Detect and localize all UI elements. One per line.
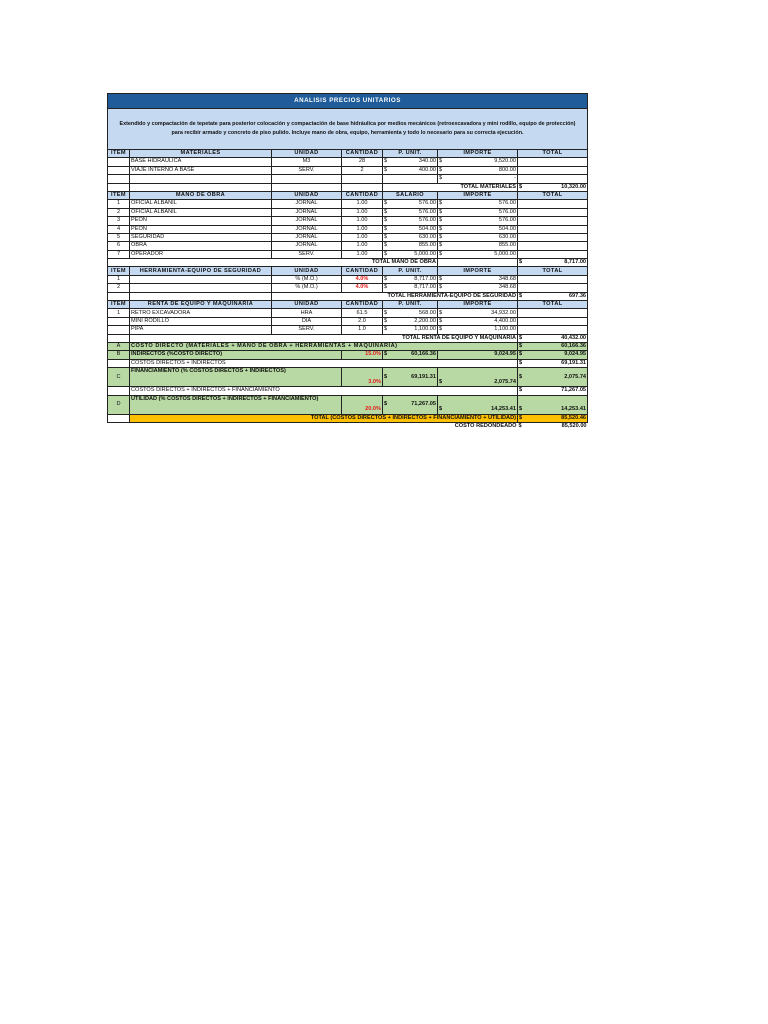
material-unit: SERV. bbox=[272, 166, 342, 174]
rental-amount-cell bbox=[438, 317, 518, 325]
currency-sign: $ bbox=[519, 183, 523, 190]
price-analysis-sheet bbox=[107, 93, 587, 430]
currency-sign: $ bbox=[439, 275, 443, 282]
labor-price: 576.00 bbox=[418, 217, 436, 224]
rental-price-cell bbox=[383, 326, 438, 334]
rental-unit: HRA bbox=[272, 309, 342, 317]
labor-price: 504.00 bbox=[418, 225, 436, 232]
labor-amount: 576.00 bbox=[498, 200, 516, 207]
labor-amount-cell bbox=[438, 208, 518, 216]
labor-qty: 1.00 bbox=[342, 250, 383, 258]
rental-amount: 1,100.00 bbox=[494, 326, 516, 333]
labor-amount: 5,000.00 bbox=[494, 250, 516, 257]
labor-qty: 1.00 bbox=[342, 208, 383, 216]
labor-unit: SERV. bbox=[272, 250, 342, 258]
currency-sign: $ bbox=[384, 166, 388, 173]
currency-sign: $ bbox=[439, 158, 443, 165]
material-unit: M3 bbox=[272, 158, 342, 166]
currency-sign: $ bbox=[519, 414, 523, 421]
table-row bbox=[108, 242, 588, 250]
rental-desc: RETRO EXCAVADORA bbox=[130, 309, 272, 317]
labor-desc: OFICIAL ALBAÑIL bbox=[130, 200, 272, 208]
materials-total-cell bbox=[518, 183, 588, 191]
currency-sign: $ bbox=[519, 259, 523, 266]
currency-sign: $ bbox=[439, 234, 443, 240]
tool-desc bbox=[130, 284, 272, 292]
labor-amount-cell bbox=[438, 200, 518, 208]
labor-item: 6 bbox=[108, 242, 130, 250]
labor-amount: 630.00 bbox=[498, 234, 516, 240]
indirect-label: INDIRECTOS (%COSTO DIRECTO) bbox=[130, 351, 342, 359]
col-unit-header: UNIDAD bbox=[272, 150, 342, 158]
currency-sign: $ bbox=[384, 217, 388, 224]
material-desc: BASE HIDRAULICA bbox=[130, 158, 272, 166]
indirect-amount: 9,024.95 bbox=[438, 351, 518, 359]
table-row bbox=[108, 317, 588, 325]
grand-total-cell bbox=[518, 414, 588, 422]
labor-price-cell bbox=[383, 225, 438, 233]
labor-price-cell bbox=[383, 250, 438, 258]
materials-total: 10,320.00 bbox=[561, 183, 587, 190]
table-row bbox=[108, 200, 588, 208]
labor-qty: 1.00 bbox=[342, 217, 383, 225]
labor-item: 5 bbox=[108, 233, 130, 241]
financing-percent: 3.0% bbox=[342, 368, 383, 387]
labor-item: 2 bbox=[108, 208, 130, 216]
currency-sign: $ bbox=[439, 175, 443, 182]
rounded-total-row bbox=[108, 422, 588, 430]
tool-price: 8,717.00 bbox=[414, 284, 436, 291]
labor-total-row bbox=[108, 259, 588, 267]
direct-cost-total: 60,166.36 bbox=[561, 343, 587, 350]
sheet-title: ANALISIS PRECIOS UNITARIOS bbox=[108, 94, 588, 109]
currency-sign: $ bbox=[439, 317, 443, 324]
currency-sign: $ bbox=[439, 225, 443, 232]
labor-qty: 1.00 bbox=[342, 242, 383, 250]
labor-price-cell bbox=[383, 242, 438, 250]
currency-sign: $ bbox=[519, 387, 523, 394]
tool-price-cell bbox=[383, 275, 438, 283]
currency-sign: $ bbox=[384, 373, 388, 380]
direct-indirect-financing-total: 71,267.05 bbox=[561, 387, 587, 394]
currency-sign: $ bbox=[384, 284, 388, 291]
labor-amount-cell bbox=[438, 225, 518, 233]
col-amount-header: IMPORTE bbox=[438, 301, 518, 309]
profit-percent: 20.0% bbox=[342, 395, 383, 414]
tools-header-row bbox=[108, 267, 588, 275]
table-row bbox=[108, 158, 588, 166]
tool-item: 2 bbox=[108, 284, 130, 292]
financing-amount: 2,075.74 bbox=[494, 378, 516, 385]
labor-item: 4 bbox=[108, 225, 130, 233]
table-row bbox=[108, 175, 588, 183]
currency-sign: $ bbox=[439, 242, 443, 249]
material-price: 340.00 bbox=[418, 158, 436, 165]
currency-sign: $ bbox=[439, 309, 443, 316]
financing-label: FINANCIAMIENTO (% COSTOS DIRECTOS + INDIRECTOS) bbox=[130, 368, 342, 387]
labor-unit: JORNAL bbox=[272, 233, 342, 241]
labor-price: 630.00 bbox=[418, 234, 436, 240]
rounded-total-cell bbox=[518, 422, 588, 430]
profit-base-cell bbox=[383, 395, 438, 414]
currency-sign: $ bbox=[439, 166, 443, 173]
currency-sign: $ bbox=[384, 326, 388, 333]
labor-amount: 576.00 bbox=[498, 217, 516, 224]
tool-unit: % (M.O.) bbox=[272, 275, 342, 283]
currency-sign: $ bbox=[439, 378, 443, 385]
col-amount-header: IMPORTE bbox=[438, 191, 518, 199]
rental-qty: 1.0 bbox=[342, 326, 383, 334]
labor-price-cell bbox=[383, 200, 438, 208]
materials-header-row bbox=[108, 150, 588, 158]
rental-amount: 4,400.00 bbox=[494, 317, 516, 324]
direct-indirect-cell bbox=[518, 359, 588, 367]
currency-sign: $ bbox=[439, 250, 443, 257]
currency-sign: $ bbox=[384, 200, 388, 207]
labor-amount: 576.00 bbox=[498, 208, 516, 215]
labor-item: 3 bbox=[108, 217, 130, 225]
col-total-header: TOTAL bbox=[518, 301, 588, 309]
profit-total-cell bbox=[518, 395, 588, 414]
table-row bbox=[108, 326, 588, 334]
material-amount: 9,520.00 bbox=[494, 158, 516, 165]
currency-sign: $ bbox=[439, 326, 443, 333]
col-amount-header: IMPORTE bbox=[438, 150, 518, 158]
table-row bbox=[108, 309, 588, 317]
tool-amount: 348.68 bbox=[498, 284, 516, 291]
rental-qty: 2.0 bbox=[342, 317, 383, 325]
table-row bbox=[108, 166, 588, 174]
tool-qty: 4.0% bbox=[342, 284, 383, 292]
col-item-header: ITEM bbox=[108, 301, 130, 309]
labor-price: 5,000.00 bbox=[414, 250, 436, 257]
tool-item: 1 bbox=[108, 275, 130, 283]
rental-total-cell bbox=[518, 334, 588, 342]
currency-sign: $ bbox=[519, 343, 523, 350]
profit-amount: 14,253.41 bbox=[491, 406, 516, 413]
rental-price-cell bbox=[383, 309, 438, 317]
currency-sign: $ bbox=[384, 225, 388, 232]
rental-amount-cell bbox=[438, 326, 518, 334]
col-quantity-header: CANTIDAD bbox=[342, 191, 383, 199]
labor-amount-cell bbox=[438, 217, 518, 225]
labor-item: 7 bbox=[108, 250, 130, 258]
labor-price-cell bbox=[383, 233, 438, 241]
financing-amount-cell bbox=[438, 368, 518, 387]
currency-sign: $ bbox=[519, 334, 523, 341]
col-item-header: ITEM bbox=[108, 191, 130, 199]
tool-qty: 4.0% bbox=[342, 275, 383, 283]
row-letter-b: B bbox=[108, 351, 130, 359]
tool-desc bbox=[130, 275, 272, 283]
material-qty: 28 bbox=[342, 158, 383, 166]
material-qty: 2 bbox=[342, 166, 383, 174]
currency-sign: $ bbox=[518, 423, 522, 430]
row-letter-d: D bbox=[108, 395, 130, 414]
currency-sign: $ bbox=[519, 351, 523, 358]
currency-sign: $ bbox=[384, 208, 388, 215]
labor-price: 576.00 bbox=[418, 200, 436, 207]
indirect-percent: 15.0% bbox=[342, 351, 383, 359]
rental-item bbox=[108, 326, 130, 334]
row-letter-c: C bbox=[108, 368, 130, 387]
material-amount-cell bbox=[438, 158, 518, 166]
rounded-total: 85,520.00 bbox=[561, 423, 587, 430]
rental-total-row bbox=[108, 334, 588, 342]
col-item-header: ITEM bbox=[108, 267, 130, 275]
labor-unit: JORNAL bbox=[272, 200, 342, 208]
tools-total-row bbox=[108, 292, 588, 300]
tool-unit: % (M.O.) bbox=[272, 284, 342, 292]
tools-total-cell bbox=[518, 292, 588, 300]
rental-qty: 61.5 bbox=[342, 309, 383, 317]
indirect-total: 9,024.95 bbox=[564, 351, 587, 358]
currency-sign: $ bbox=[519, 373, 523, 380]
currency-sign: $ bbox=[519, 359, 523, 366]
labor-desc: OPERADOR bbox=[130, 250, 272, 258]
labor-price: 576.00 bbox=[418, 208, 436, 215]
col-total-header: TOTAL bbox=[518, 267, 588, 275]
currency-sign: $ bbox=[384, 309, 388, 316]
rental-price-cell bbox=[383, 317, 438, 325]
tools-rows bbox=[108, 275, 588, 292]
currency-sign: $ bbox=[384, 158, 388, 165]
material-price-cell bbox=[383, 166, 438, 174]
table-row bbox=[108, 284, 588, 292]
labor-amount-cell bbox=[438, 250, 518, 258]
direct-indirect-row bbox=[108, 359, 588, 367]
rental-header-row bbox=[108, 301, 588, 309]
direct-indirect-financing-cell bbox=[518, 387, 588, 395]
rental-unit: SERV. bbox=[272, 326, 342, 334]
col-salary-header: SALARIO bbox=[383, 191, 438, 199]
labor-rows bbox=[108, 200, 588, 259]
direct-indirect-label: COSTOS DIRECTOS + INDIRECTOS bbox=[130, 359, 518, 367]
currency-sign: $ bbox=[519, 292, 523, 299]
rental-amount: 34,932.00 bbox=[491, 309, 516, 316]
currency-sign: $ bbox=[384, 275, 388, 282]
table-row bbox=[108, 250, 588, 258]
rental-total: 40,432.00 bbox=[561, 334, 587, 341]
currency-sign: $ bbox=[519, 406, 523, 413]
currency-sign: $ bbox=[439, 217, 443, 224]
currency-sign: $ bbox=[439, 208, 443, 215]
col-materials-header: MATERIALES bbox=[130, 150, 272, 158]
col-unit-price-header: P. UNIT. bbox=[383, 150, 438, 158]
col-labor-header: MANO DE OBRA bbox=[130, 191, 272, 199]
grand-total: 85,520.46 bbox=[561, 414, 587, 421]
material-desc: VIAJE INTERNO A BASE bbox=[130, 166, 272, 174]
material-amount-cell bbox=[438, 175, 518, 183]
direct-indirect-financing-label: COSTOS DIRECTOS + INDIRECTOS + FINANCIAMIENTO bbox=[130, 387, 518, 395]
tools-total: 697.36 bbox=[568, 292, 587, 299]
labor-amount-cell bbox=[438, 242, 518, 250]
col-unit-price-header: P. UNIT. bbox=[383, 267, 438, 275]
col-unit-price-header: P. UNIT. bbox=[383, 301, 438, 309]
tool-price: 8,717.00 bbox=[414, 275, 436, 282]
material-price-cell bbox=[383, 158, 438, 166]
tool-amount: 348.68 bbox=[498, 275, 516, 282]
rental-rows bbox=[108, 309, 588, 334]
currency-sign: $ bbox=[439, 284, 443, 291]
labor-price-cell bbox=[383, 208, 438, 216]
labor-unit: JORNAL bbox=[272, 242, 342, 250]
financing-total: 2,075.74 bbox=[564, 373, 587, 380]
tools-total-label: TOTAL HERRAMIENTA-EQUIPO DE SEGURIDAD bbox=[272, 292, 518, 300]
financing-row bbox=[108, 368, 588, 387]
currency-sign: $ bbox=[384, 317, 388, 324]
row-letter-a: A bbox=[108, 342, 130, 350]
rental-desc: PIPA bbox=[130, 326, 272, 334]
rental-price: 2,200.00 bbox=[414, 317, 436, 324]
currency-sign: $ bbox=[384, 234, 388, 240]
material-amount-cell bbox=[438, 166, 518, 174]
labor-unit: JORNAL bbox=[272, 208, 342, 216]
profit-row bbox=[108, 395, 588, 414]
tool-amount-cell bbox=[438, 275, 518, 283]
table-row bbox=[108, 233, 588, 241]
labor-amount-cell bbox=[438, 233, 518, 241]
profit-total: 14,253.41 bbox=[561, 406, 587, 413]
material-amount-empty: - bbox=[514, 175, 516, 182]
currency-sign: $ bbox=[384, 250, 388, 257]
rental-desc: MINI RODILLO bbox=[130, 317, 272, 325]
materials-total-label: TOTAL MATERIALES bbox=[383, 183, 518, 191]
col-unit-header: UNIDAD bbox=[272, 191, 342, 199]
financing-base-cell bbox=[383, 368, 438, 387]
material-price: 400.00 bbox=[418, 166, 436, 173]
rental-total-label: TOTAL RENTA DE EQUIPO Y MAQUINARIA bbox=[130, 334, 518, 342]
table-row bbox=[108, 217, 588, 225]
tool-amount-cell bbox=[438, 284, 518, 292]
direct-cost-row bbox=[108, 342, 588, 350]
labor-price-cell bbox=[383, 217, 438, 225]
col-tools-header: HERRAMIENTA-EQUIPO DE SEGURIDAD bbox=[130, 267, 272, 275]
col-rental-header: RENTA DE EQUIPO Y MAQUINARIA bbox=[130, 301, 272, 309]
financing-total-cell bbox=[518, 368, 588, 387]
labor-total-cell bbox=[518, 259, 588, 267]
currency-sign: $ bbox=[439, 200, 443, 207]
labor-desc: PEON bbox=[130, 217, 272, 225]
labor-qty: 1.00 bbox=[342, 233, 383, 241]
indirect-row bbox=[108, 351, 588, 359]
labor-total: 8,717.00 bbox=[564, 259, 587, 266]
table-row bbox=[108, 225, 588, 233]
work-description: Extendido y compactación de tepetate para posterior colocación y compactación de base hidráulica por medios mecánicos (retroexcavadora y mini rodillo, equipo de protección) para recibir armado y concreto de piso pulido. Incluye mano de obra, equipo, herramienta y todo lo necesario para su correcta ejecución. bbox=[108, 109, 588, 150]
currency-sign: $ bbox=[439, 406, 443, 413]
rental-price: 568.00 bbox=[418, 309, 436, 316]
indirect-base: 60,166.36 bbox=[411, 351, 436, 358]
labor-unit: JORNAL bbox=[272, 217, 342, 225]
labor-desc: PEON bbox=[130, 225, 272, 233]
labor-desc: OBRA bbox=[130, 242, 272, 250]
rental-amount-cell bbox=[438, 309, 518, 317]
rental-item: 1 bbox=[108, 309, 130, 317]
col-unit-header: UNIDAD bbox=[272, 301, 342, 309]
materials-total-row bbox=[108, 183, 588, 191]
currency-sign: $ bbox=[384, 351, 388, 358]
labor-qty: 1.00 bbox=[342, 225, 383, 233]
material-amount: 800.00 bbox=[498, 166, 516, 173]
indirect-total-cell bbox=[518, 351, 588, 359]
col-total-header: TOTAL bbox=[518, 150, 588, 158]
labor-unit: JORNAL bbox=[272, 225, 342, 233]
currency-sign: $ bbox=[384, 242, 388, 249]
direct-indirect-total: 69,191.31 bbox=[561, 359, 587, 366]
rental-unit: DIA bbox=[272, 317, 342, 325]
col-item-header: ITEM bbox=[108, 150, 130, 158]
profit-base: 71,267.05 bbox=[411, 400, 436, 407]
labor-header-row bbox=[108, 191, 588, 199]
labor-amount: 504.00 bbox=[498, 225, 516, 232]
table-row bbox=[108, 208, 588, 216]
grand-total-row bbox=[108, 414, 588, 422]
rounded-total-label: COSTO REDONDEADO bbox=[454, 423, 517, 430]
direct-indirect-financing-row bbox=[108, 387, 588, 395]
labor-total-label: TOTAL MANO DE OBRA bbox=[108, 259, 438, 267]
labor-qty: 1.00 bbox=[342, 200, 383, 208]
labor-desc: SEGURIDAD bbox=[130, 233, 272, 241]
col-quantity-header: CANTIDAD bbox=[342, 267, 383, 275]
col-amount-header: IMPORTE bbox=[438, 267, 518, 275]
col-unit-header: UNIDAD bbox=[272, 267, 342, 275]
table-row bbox=[108, 275, 588, 283]
profit-label: UTILIDAD (% COSTOS DIRECTOS + INDIRECTOS + FINANCIAMIENTO) bbox=[130, 395, 342, 414]
price-analysis-table bbox=[107, 93, 588, 430]
rental-price: 1,100.00 bbox=[414, 326, 436, 333]
labor-amount: 855.00 bbox=[498, 242, 516, 249]
tool-price-cell bbox=[383, 284, 438, 292]
labor-price: 855.00 bbox=[418, 242, 436, 249]
financing-base: 69,191.31 bbox=[411, 373, 436, 380]
col-quantity-header: CANTIDAD bbox=[342, 150, 383, 158]
indirect-base-cell bbox=[383, 351, 438, 359]
rental-item bbox=[108, 317, 130, 325]
direct-cost-cell bbox=[518, 342, 588, 350]
col-quantity-header: CANTIDAD bbox=[342, 301, 383, 309]
profit-amount-cell bbox=[438, 395, 518, 414]
col-total-header: TOTAL bbox=[518, 191, 588, 199]
labor-desc: OFICIAL ALBAÑIL bbox=[130, 208, 272, 216]
grand-total-label: TOTAL (COSTOS DIRECTOS + INDIRECTOS + FINANCIAMIENTO + UTILIDAD) bbox=[130, 414, 518, 422]
labor-item: 1 bbox=[108, 200, 130, 208]
direct-cost-label: COSTO DIRECTO (MATERIALES + MANO DE OBRA + HERRAMIENTAS + MAQUINARIA) bbox=[130, 342, 518, 350]
currency-sign: $ bbox=[384, 400, 388, 407]
